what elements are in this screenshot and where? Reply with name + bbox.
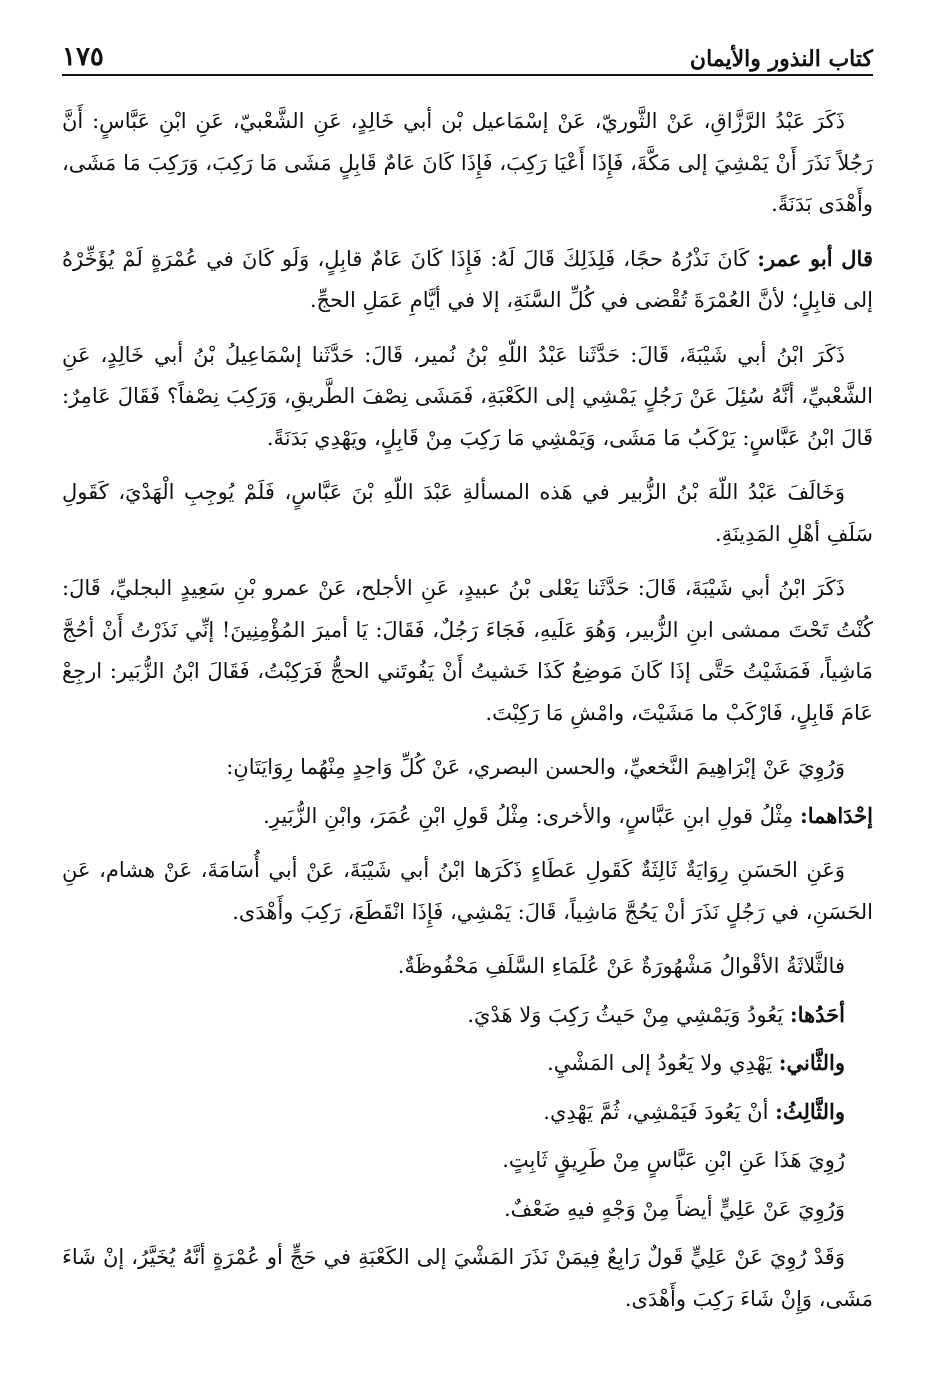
chapter-title: كتاب النذور والأيمان — [689, 46, 873, 72]
paragraph-lead: والثَّالِثُ: — [775, 1098, 845, 1124]
paragraph-text: ذَكَرَ ابْنُ أبي شَيْبَةَ، قَالَ: حَدَّثَنا عَبْدُ اللّهِ بْنُ نُمير، قَالَ: حَدَّثَنا إسْمَاعِيلُ بْنُ أبي خَالِدٍ، عَنِ الشَّعْبيِّ، أنَّهُ سُئِلَ عَنْ رَجُلٍ يَمْشِي إلى الكَعْبَةِ، فَمَشَى نِصْفَ الطَّريقِ، وَرَكِبَ نِصْفاً؟ فَقَالَ عَامِرٌ: قَالَ ابْنُ عَبَّاسٍ: يَرْكَبُ مَا مَشَى، وَيَمْشِي مَا رَكِبَ مِنْ قَابِلٍ، ويَهْدِي بَدَنَةً. — [62, 342, 873, 450]
paragraph — [62, 334, 873, 460]
paragraph-text: وَرُوِيَ عَنْ إبْرَاهِيمَ النَّخعيِّ، والحسن البصري، عَنْ كُلِّ وَاحِدٍ مِنْهُما رِوَايَتَانِ: — [226, 755, 845, 779]
running-header — [62, 38, 873, 76]
paragraph — [62, 1139, 873, 1182]
paragraph-text: ذَكَرَ ابْنُ أبي شَيْبَةَ، قَالَ: حَدَّثَنا يَعْلى بْنُ عبيدٍ، عَنِ الأجلح، عَنْ عمرو بْنِ سَعِيدٍ البجليِّ، قَالَ: كُنْتُ تَحْتَ ممشى ابنِ الزُّبير، وَهُوَ عَلَيهِ، فَجَاءَ رَجُلٌ، فَقَالَ: يَا أميرَ المُؤْمِنِينَ! إنِّي نَذَرْتُ أَنْ أحُجَّ مَاشِياً، فَمَشَيْتُ حَتَّى إذَا كَانَ مَوضِعُ كَذَا خَشيتُ أَنْ يَفُوتَني الحجُّ فَرَكِبْتُ، فَقَالَ ابْنُ الزُّبَير: ارجِعْ عَامَ قَابِلٍ، فَارْكَبْ ما مَشَيْتَ، وامْشِ مَا رَكِبْتَ. — [62, 576, 873, 725]
paragraph-text: مِثْلُ قولِ ابنِ عَبَّاسٍ، والأخرى: مِثْلُ قَولِ ابْنِ عُمَرَ، وابْنِ الزُّبَيرِ. — [263, 803, 794, 828]
paragraph-text: ذَكَرَ عَبْدُ الرَّزَّاقِ، عَنْ الثَّوريّ، عَنْ إسْمَاعيل بْن أبي خَالِدٍ، عَنِ الشَّعْبيّ، عَنِ ابْنِ عَبَّاسٍ: أَنَّ رَجُلاً نَذَرَ أَنْ يَمْشِيَ إلى مَكَّةَ، فَإِذَا أَعْيَا رَكِبَ، فَإِذَا كَانَ عَامٌ قَابِلٍ مَشَى مَا رَكِبَ، وَرَكِبَ مَا مَشَى، وأَهْدَى بَدَنَةً. — [62, 109, 873, 216]
paragraph — [62, 1091, 873, 1134]
paragraph — [62, 849, 873, 933]
page-number: ١٧٥ — [62, 42, 104, 72]
paragraph — [62, 567, 873, 734]
paragraph-text: يَهْدِي ولا يَعُودُ إلى المَشْيِ. — [547, 1051, 773, 1075]
paragraph-lead: والثَّاني: — [778, 1050, 845, 1075]
paragraph — [62, 100, 873, 226]
paragraph — [62, 795, 873, 838]
paragraph-lead: قال أبو عمر: — [757, 245, 873, 271]
paragraph — [62, 471, 873, 555]
paragraph — [62, 1042, 873, 1085]
paragraph — [62, 1236, 873, 1320]
paragraph-text: وَعَنِ الحَسَنِ رِوَايَةٌ ثَالِثَةٌ كَقَولِ عَطَاءٍ ذَكَرَها ابْنُ أبي شَيْبَةَ، عَنْ أبي أُسَامَةَ، عَنْ هشام، عَنِ الحَسَنِ، في رَجُلٍ نَذَرَ أنْ يَحُجَّ مَاشِياً، قَالَ: يَمْشِي، فَإِذَا انْقَطَعَ، رَكِبَ وأَهْدَى. — [62, 858, 873, 924]
paragraph-lead: أحَدُها: — [789, 1001, 845, 1027]
paragraph — [62, 238, 873, 322]
paragraph-text: رُوِيَ هَذَا عَنِ ابْنِ عَبَّاسٍ مِنْ طَرِيقٍ ثَابِتٍ. — [502, 1148, 845, 1172]
paragraph-text: كَانَ نَذْرُهُ حجًا، فَلِذَلِكَ قَالَ لَهُ: فَإِذَا كَانَ عَامٌ قابِلٍ، وَلَو كَانَ في عُمْرَةٍ لَمْ يُؤَخِّرْهُ إلى قابِلٍ؛ لأنَّ العُمْرَةَ تُقْضى في كُلِّ السَّنَةِ، إلا في أيَّامِ عَمَلِ الحجِّ. — [62, 246, 873, 312]
paragraph — [62, 945, 873, 988]
paragraph-lead: إحْدَاهما: — [799, 802, 873, 828]
paragraph-text: وَرُوِيَ عَنْ عَلِيٍّ أيضاً مِنْ وَجْهٍ فيهِ ضَعْفٌ. — [503, 1196, 845, 1221]
paragraph-text: يَعُودُ وَيَمْشِي مِنْ حَيثُ رَكِبَ وَلا هَدْيَ. — [467, 1002, 784, 1027]
paragraph — [62, 1188, 873, 1231]
paragraph-text: فالثَّلاثَةُ الأقْوالُ مَشْهُورَةٌ عَنْ عُلَمَاءِ السَّلَفِ مَحْفُوظَةٌ. — [397, 954, 845, 978]
paragraph — [62, 746, 873, 789]
paragraph-text: أنْ يَعُودَ فَيَمْشِي، ثُمَّ يَهْدِي. — [543, 1099, 769, 1124]
paragraph-text: وَقَدْ رُوِيَ عَنْ عَلِيٍّ قَولٌ رَابِعٌ فِيمَنْ نَذَرَ المَشْيَ إلى الكَعْبَةِ في حَجٍّ أو عُمْرَةٍ أنَّهُ يُخَيَّرُ، إنْ شَاءَ مَشَى، وَإِنْ شَاءَ رَكِبَ وأَهْدَى. — [62, 1245, 873, 1311]
paragraph — [62, 994, 873, 1037]
paragraph-text: وَخَالَفَ عَبْدُ اللّهَ بْنُ الزُّبير في هَذه المسألةِ عَبْدَ اللّهِ بْنَ عَبَّاسٍ، فَلَمْ يُوجِبِ الْهَدْيَ، كَقَولِ سَلَفِ أهْلِ المَدِينَةِ. — [62, 480, 873, 546]
page-body — [62, 100, 873, 1320]
